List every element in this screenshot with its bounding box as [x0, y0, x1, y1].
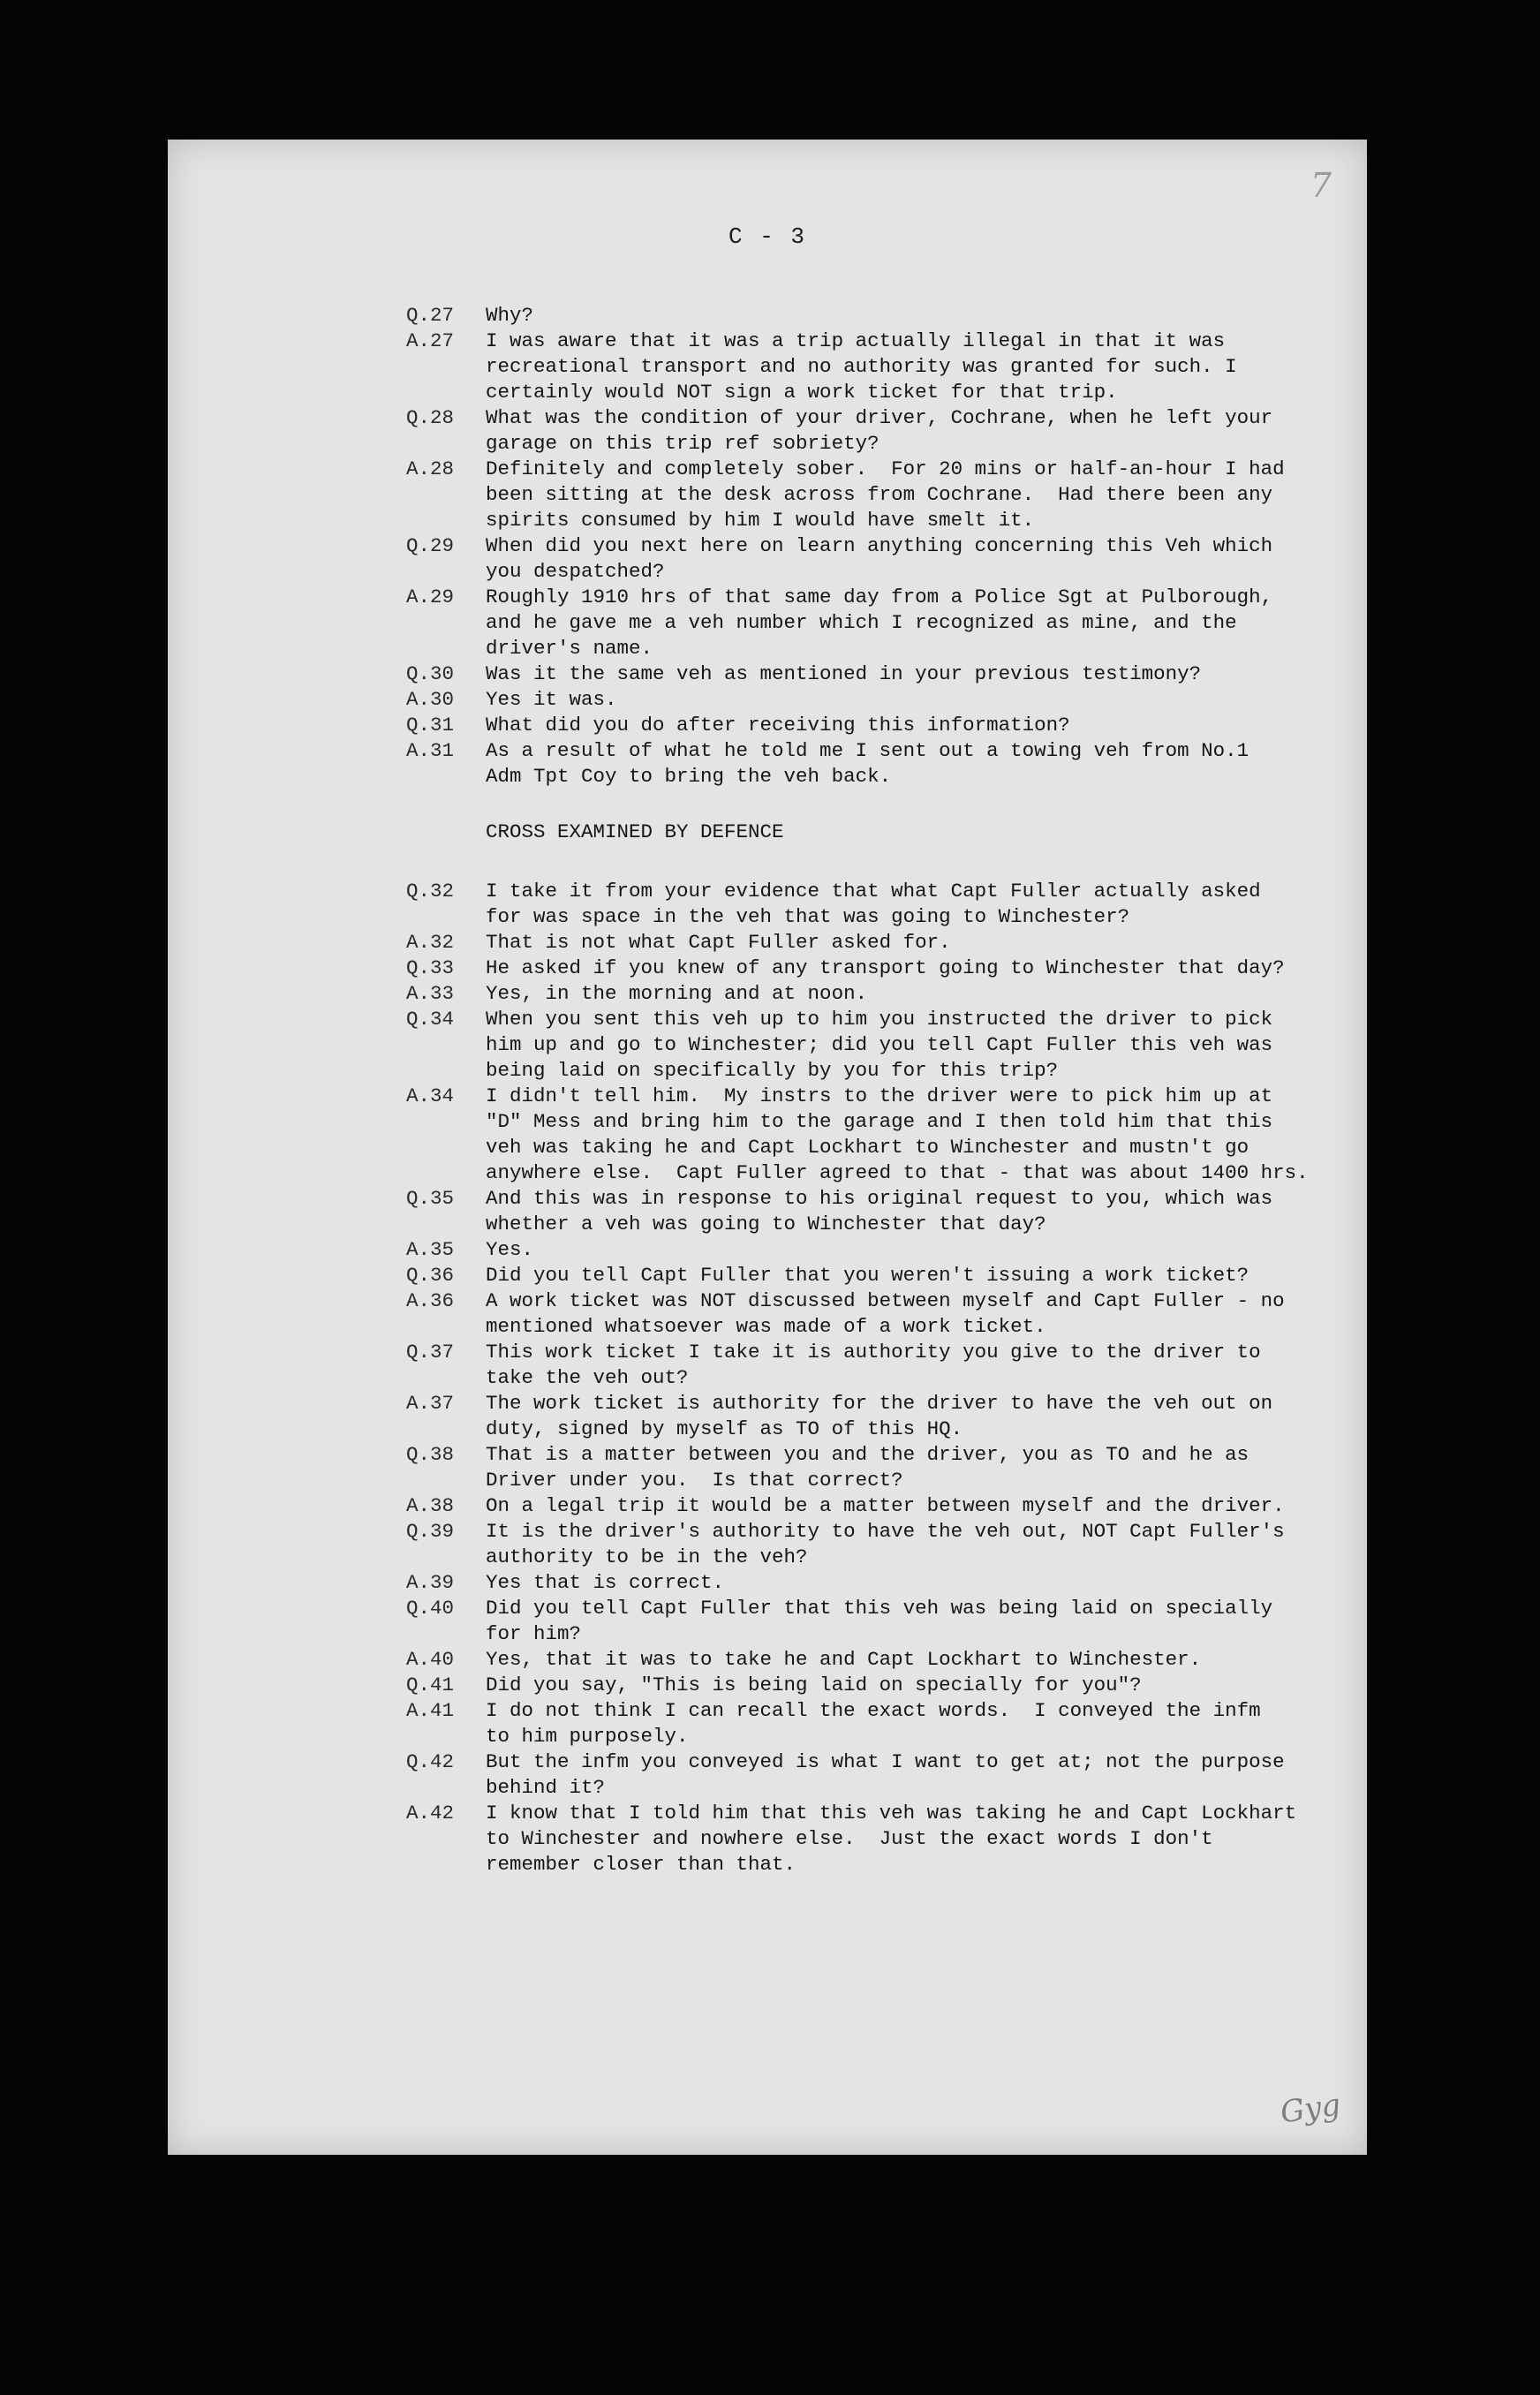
qa-number: Q.39	[406, 1520, 455, 1543]
qa-number: Q.29	[406, 534, 455, 557]
qa-text: Did you tell Capt Fuller that you weren't issuing a work ticket?	[486, 1264, 1249, 1287]
qa-text: As a result of what he told me I sent out a towing veh from No.1 Adm Tpt Coy to bring the veh back.	[486, 739, 1249, 788]
cross-examination-section	[406, 879, 1342, 1877]
qa-text: I didn't tell him. My instrs to the driver were to pick him up at "D" Mess and bring him to the garage and I then told him that this veh was taking he and Capt Lockhart to Winchester and mustn't go anywhere else. Capt Fuller agreed to that - that was about 1400 hrs.	[486, 1084, 1309, 1184]
qa-number: Q.30	[406, 662, 455, 685]
qa-text: Yes.	[486, 1238, 534, 1261]
qa-number: A.41	[406, 1699, 455, 1722]
qa-number: A.39	[406, 1571, 455, 1594]
qa-text: What was the condition of your driver, Cochrane, when he left your garage on this trip ref sobriety?	[486, 406, 1273, 455]
examination-section	[406, 303, 1342, 790]
qa-number: Q.38	[406, 1443, 455, 1466]
qa-number: A.28	[406, 457, 455, 480]
qa-entry	[406, 1673, 1342, 1698]
qa-number: Q.28	[406, 406, 455, 429]
qa-text: Yes that is correct.	[486, 1571, 725, 1594]
qa-text: Did you tell Capt Fuller that this veh was being laid on specially for him?	[486, 1597, 1273, 1645]
qa-number: A.34	[406, 1084, 455, 1107]
qa-number: A.40	[406, 1648, 455, 1671]
qa-entry	[406, 533, 1342, 585]
qa-number: Q.27	[406, 304, 455, 327]
qa-entry	[406, 1186, 1342, 1237]
qa-number: Q.41	[406, 1673, 455, 1696]
qa-text: And this was in response to his original request to you, which was whether a veh was going to Winchester that day?	[486, 1187, 1273, 1235]
qa-entry	[406, 1007, 1342, 1084]
qa-number: A.35	[406, 1238, 455, 1261]
qa-entry	[406, 1263, 1342, 1288]
qa-number: Q.40	[406, 1597, 455, 1620]
qa-text: Definitely and completely sober. For 20 mins or half-an-hour I had been sitting at the desk across from Cochrane. Had there been any spirits consumed by him I would have smelt it.	[486, 457, 1285, 532]
qa-number: A.27	[406, 329, 455, 352]
qa-text: I know that I told him that this veh was taking he and Capt Lockhart to Winchester and nowhere else. Just the exact words I don't remember closer than that.	[486, 1802, 1297, 1876]
qa-entry	[406, 585, 1342, 661]
qa-entry	[406, 1340, 1342, 1391]
qa-entry	[406, 956, 1342, 981]
qa-number: Q.42	[406, 1750, 455, 1773]
qa-text: He asked if you knew of any transport going to Winchester that day?	[486, 956, 1285, 979]
qa-number: Q.36	[406, 1264, 455, 1287]
qa-text: That is a matter between you and the driver, you as TO and he as Driver under you. Is that correct?	[486, 1443, 1249, 1492]
qa-entry	[406, 1596, 1342, 1647]
qa-entry	[406, 738, 1342, 790]
qa-number: Q.31	[406, 714, 455, 737]
qa-number: A.42	[406, 1802, 455, 1825]
qa-entry	[406, 329, 1342, 405]
qa-text: Was it the same veh as mentioned in your previous testimony?	[486, 662, 1202, 685]
qa-entry	[406, 1519, 1342, 1570]
qa-text: When you sent this veh up to him you instructed the driver to pick him up and go to Winchester; did you tell Capt Fuller this veh was being laid on specifically by you for this trip?	[486, 1008, 1273, 1082]
qa-text: I take it from your evidence that what Capt Fuller actually asked for was space in the veh that was going to Winchester?	[486, 880, 1261, 928]
qa-text: Yes it was.	[486, 688, 617, 711]
transcript	[406, 303, 1342, 1877]
qa-number: Q.33	[406, 956, 455, 979]
qa-text: It is the driver's authority to have the veh out, NOT Capt Fuller's authority to be in the veh?	[486, 1520, 1285, 1568]
page-number: C - 3	[728, 223, 806, 250]
qa-text: I was aware that it was a trip actually illegal in that it was recreational transport and no authority was granted for such. I certainly would NOT sign a work ticket for that trip.	[486, 329, 1237, 404]
handwritten-initials: Gyg	[1278, 2087, 1343, 2131]
qa-entry	[406, 1647, 1342, 1673]
qa-entry	[406, 303, 1342, 329]
qa-entry	[406, 1493, 1342, 1519]
qa-text: I do not think I can recall the exact words. I conveyed the infm to him purposely.	[486, 1699, 1261, 1748]
section-heading: CROSS EXAMINED BY DEFENCE	[486, 820, 784, 843]
qa-text: This work ticket I take it is authority you give to the driver to take the veh out?	[486, 1341, 1261, 1389]
qa-entry	[406, 1801, 1342, 1877]
qa-entry	[406, 1391, 1342, 1442]
qa-text: Roughly 1910 hrs of that same day from a Police Sgt at Pulborough, and he gave me a veh number which I recognized as mine, and the driver's name.	[486, 586, 1273, 660]
qa-text: What did you do after receiving this information?	[486, 714, 1070, 737]
qa-entry	[406, 1084, 1342, 1186]
qa-text: When did you next here on learn anything concerning this Veh which you despatched?	[486, 534, 1273, 583]
qa-text: The work ticket is authority for the driver to have the veh out on duty, signed by myself as TO of this HQ.	[486, 1392, 1273, 1440]
qa-entry	[406, 981, 1342, 1007]
qa-text: Yes, in the morning and at noon.	[486, 982, 868, 1005]
qa-number: Q.35	[406, 1187, 455, 1210]
qa-entry	[406, 713, 1342, 738]
qa-entry	[406, 1698, 1342, 1749]
qa-entry	[406, 1237, 1342, 1263]
qa-text: That is not what Capt Fuller asked for.	[486, 931, 951, 954]
qa-number: A.33	[406, 982, 455, 1005]
qa-number: A.29	[406, 586, 455, 608]
qa-entry	[406, 1570, 1342, 1596]
qa-entry	[406, 930, 1342, 956]
qa-number: A.32	[406, 931, 455, 954]
qa-number: A.36	[406, 1289, 455, 1312]
qa-number: A.38	[406, 1494, 455, 1517]
qa-entry	[406, 1749, 1342, 1801]
qa-number: Q.37	[406, 1341, 455, 1364]
qa-text: Did you say, "This is being laid on specially for you"?	[486, 1673, 1142, 1696]
qa-number: Q.32	[406, 880, 455, 903]
qa-entry	[406, 879, 1342, 930]
qa-number: A.30	[406, 688, 455, 711]
qa-number: Q.34	[406, 1008, 455, 1031]
qa-entry	[406, 661, 1342, 687]
qa-text: Yes, that it was to take he and Capt Lockhart to Winchester.	[486, 1648, 1202, 1671]
qa-text: On a legal trip it would be a matter between myself and the driver.	[486, 1494, 1285, 1517]
document-page	[168, 140, 1367, 2155]
qa-entry	[406, 405, 1342, 457]
corner-page-mark: 7	[1310, 166, 1332, 205]
qa-text: Why?	[486, 304, 534, 327]
qa-entry	[406, 1442, 1342, 1493]
qa-number: A.37	[406, 1392, 455, 1415]
qa-entry	[406, 1288, 1342, 1340]
qa-entry	[406, 457, 1342, 533]
qa-entry	[406, 687, 1342, 713]
qa-number: A.31	[406, 739, 455, 762]
qa-text: A work ticket was NOT discussed between myself and Capt Fuller - no mentioned whatsoever was made of a work ticket.	[486, 1289, 1285, 1338]
qa-text: But the infm you conveyed is what I want to get at; not the purpose behind it?	[486, 1750, 1285, 1799]
